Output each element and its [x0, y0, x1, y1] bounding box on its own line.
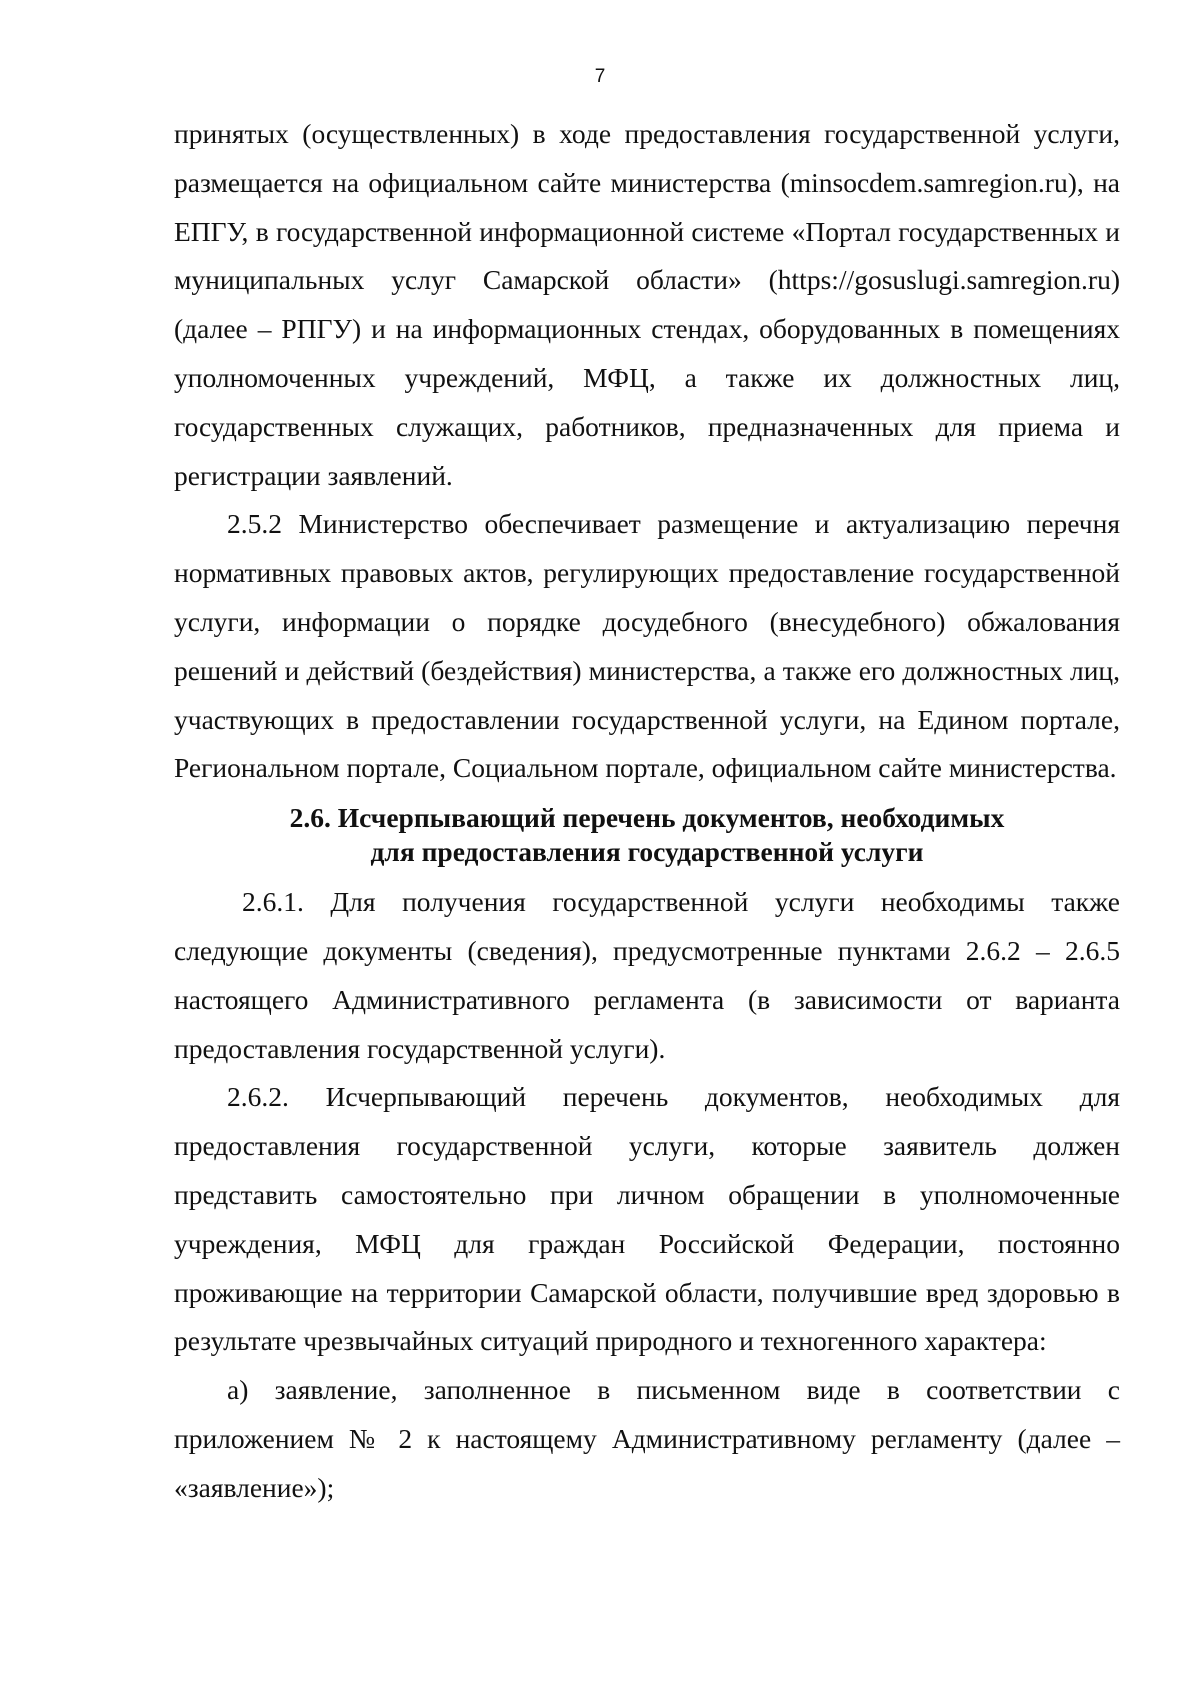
- paragraph-2-5-2: 2.5.2 Министерство обеспечивает размещение и актуализацию перечня нормативных правовых актов, регулирующих предоставление государственной услуги, информации о порядке досудебного (внесудебного) обжалования решений и действий (бездействия) министерства, а также его должностных лиц, участвующих в предоставлении государственной услуги, на Едином портале, Региональном портале, Социальном портале, официальном сайте министерства.: [174, 508, 1120, 784]
- paragraph-2-6-1: 2.6.1. Для получения государственной услуги необходимы также следующие документы (сведения), предусмотренные пунктами 2.6.2 – 2.6.5 настоящего Административного регламента (в зависимости от варианта предоставления государственной услуги).: [174, 886, 1120, 1064]
- page-number: 7: [594, 66, 606, 87]
- paragraph-item-a: а) заявление, заполненное в письменном виде в соответствии с приложением № 2 к настоящему Административному регламенту (далее – «заявление»);: [174, 1374, 1120, 1503]
- document-body: [174, 110, 1120, 1513]
- section-heading-line-2: для предоставления государственной услуги: [370, 836, 924, 868]
- section-heading-2-6: [174, 801, 1120, 869]
- section-heading-line-1: 2.6. Исчерпывающий перечень документов, необходимых: [289, 802, 1005, 834]
- paragraph-2-6-2: 2.6.2. Исчерпывающий перечень документов, необходимых для предоставления государственной услуги, которые заявитель должен представить самостоятельно при личном обращении в уполномоченные учреждения, МФЦ для граждан Российской Федерации, постоянно проживающие на территории Самарской области, получившие вред здоровью в результате чрезвычайных ситуаций природного и техногенного характера:: [174, 1081, 1120, 1357]
- paragraph-info-placement: принятых (осуществленных) в ходе предоставления государственной услуги, размещается на официальном сайте министерства (minsocdem.samregion.ru), на ЕПГУ, в государственной информационной системе «Портал государственных и муниципальных услуг Самарской области» (https://gosuslugi.samregion.ru) (далее – РПГУ) и на информационных стендах, оборудованных в помещениях уполномоченных учреждений, МФЦ, а также их должностных лиц, государственных служащих, работников, предназначенных для приема и регистрации заявлений.: [174, 118, 1120, 491]
